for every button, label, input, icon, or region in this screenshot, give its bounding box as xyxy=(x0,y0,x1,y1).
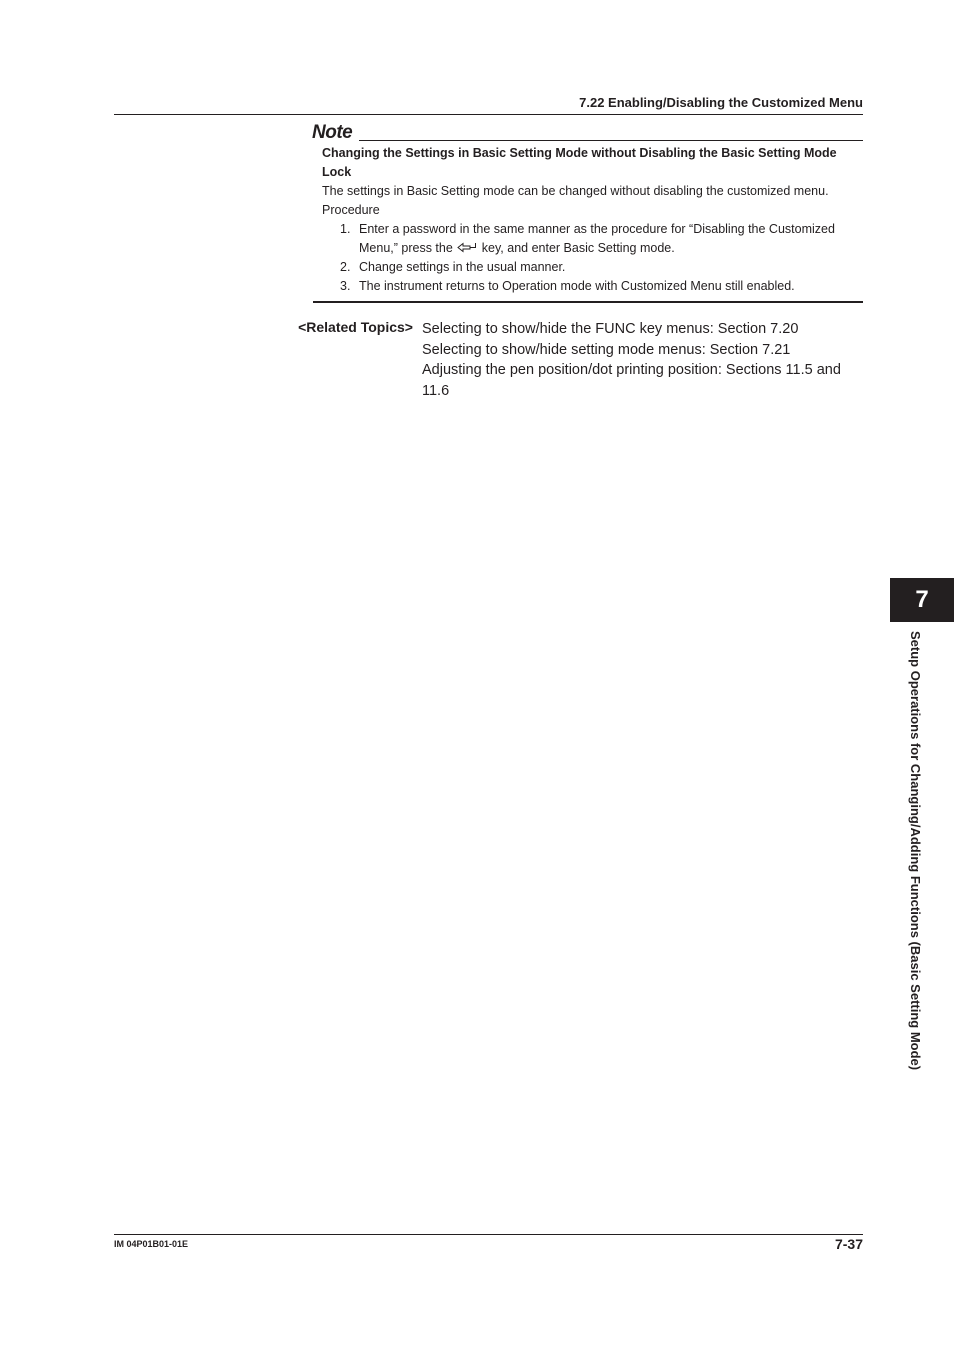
document-id: IM 04P01B01-01E xyxy=(114,1239,189,1249)
section-title: 7.22 Enabling/Disabling the Customized Menu xyxy=(579,95,863,110)
note-body xyxy=(322,144,863,296)
procedure-step xyxy=(322,258,863,277)
note-bottom-divider xyxy=(313,301,863,303)
related-topics-list xyxy=(422,319,852,402)
step-text: The instrument returns to Operation mode with Customized Menu still enabled. xyxy=(359,279,795,293)
step-number: 3. xyxy=(340,279,351,293)
step-number: 2. xyxy=(340,260,351,274)
chapter-side-title: Setup Operations for Changing/Adding Functions (Basic Setting Mode) xyxy=(908,631,923,1071)
step-text: Enter a password in the same manner as the procedure for “Disabling the Customized Menu,” press the xyxy=(359,222,835,255)
note-top-divider xyxy=(359,140,863,141)
procedure-step xyxy=(322,220,863,258)
step-text: Change settings in the usual manner. xyxy=(359,260,566,274)
related-topic-item: Selecting to show/hide the FUNC key menus: Section 7.20 xyxy=(422,321,799,337)
related-topics-label: <Related Topics> xyxy=(298,319,413,335)
related-topic-item: Adjusting the pen position/dot printing position: Sections 11.5 and 11.6 xyxy=(422,362,841,400)
note-title: Note xyxy=(312,122,353,143)
page-number: 7-37 xyxy=(834,1236,863,1252)
procedure-label: Procedure xyxy=(322,203,380,217)
procedure-steps xyxy=(322,220,863,296)
related-topic-item: Selecting to show/hide setting mode menus: Section 7.21 xyxy=(422,341,791,358)
note-heading: Changing the Settings in Basic Setting Mode without Disabling the Basic Setting Mode Lock xyxy=(322,146,837,179)
step-number: 1. xyxy=(340,222,351,236)
enter-key-icon xyxy=(457,242,477,253)
procedure-step xyxy=(322,277,863,296)
footer-divider xyxy=(114,1234,863,1235)
header-divider xyxy=(114,114,863,115)
step-text-continued: key, and enter Basic Setting mode. xyxy=(481,241,675,255)
chapter-tab: 7 xyxy=(890,578,954,622)
note-description: The settings in Basic Setting mode can be changed without disabling the customized menu. xyxy=(322,184,829,198)
